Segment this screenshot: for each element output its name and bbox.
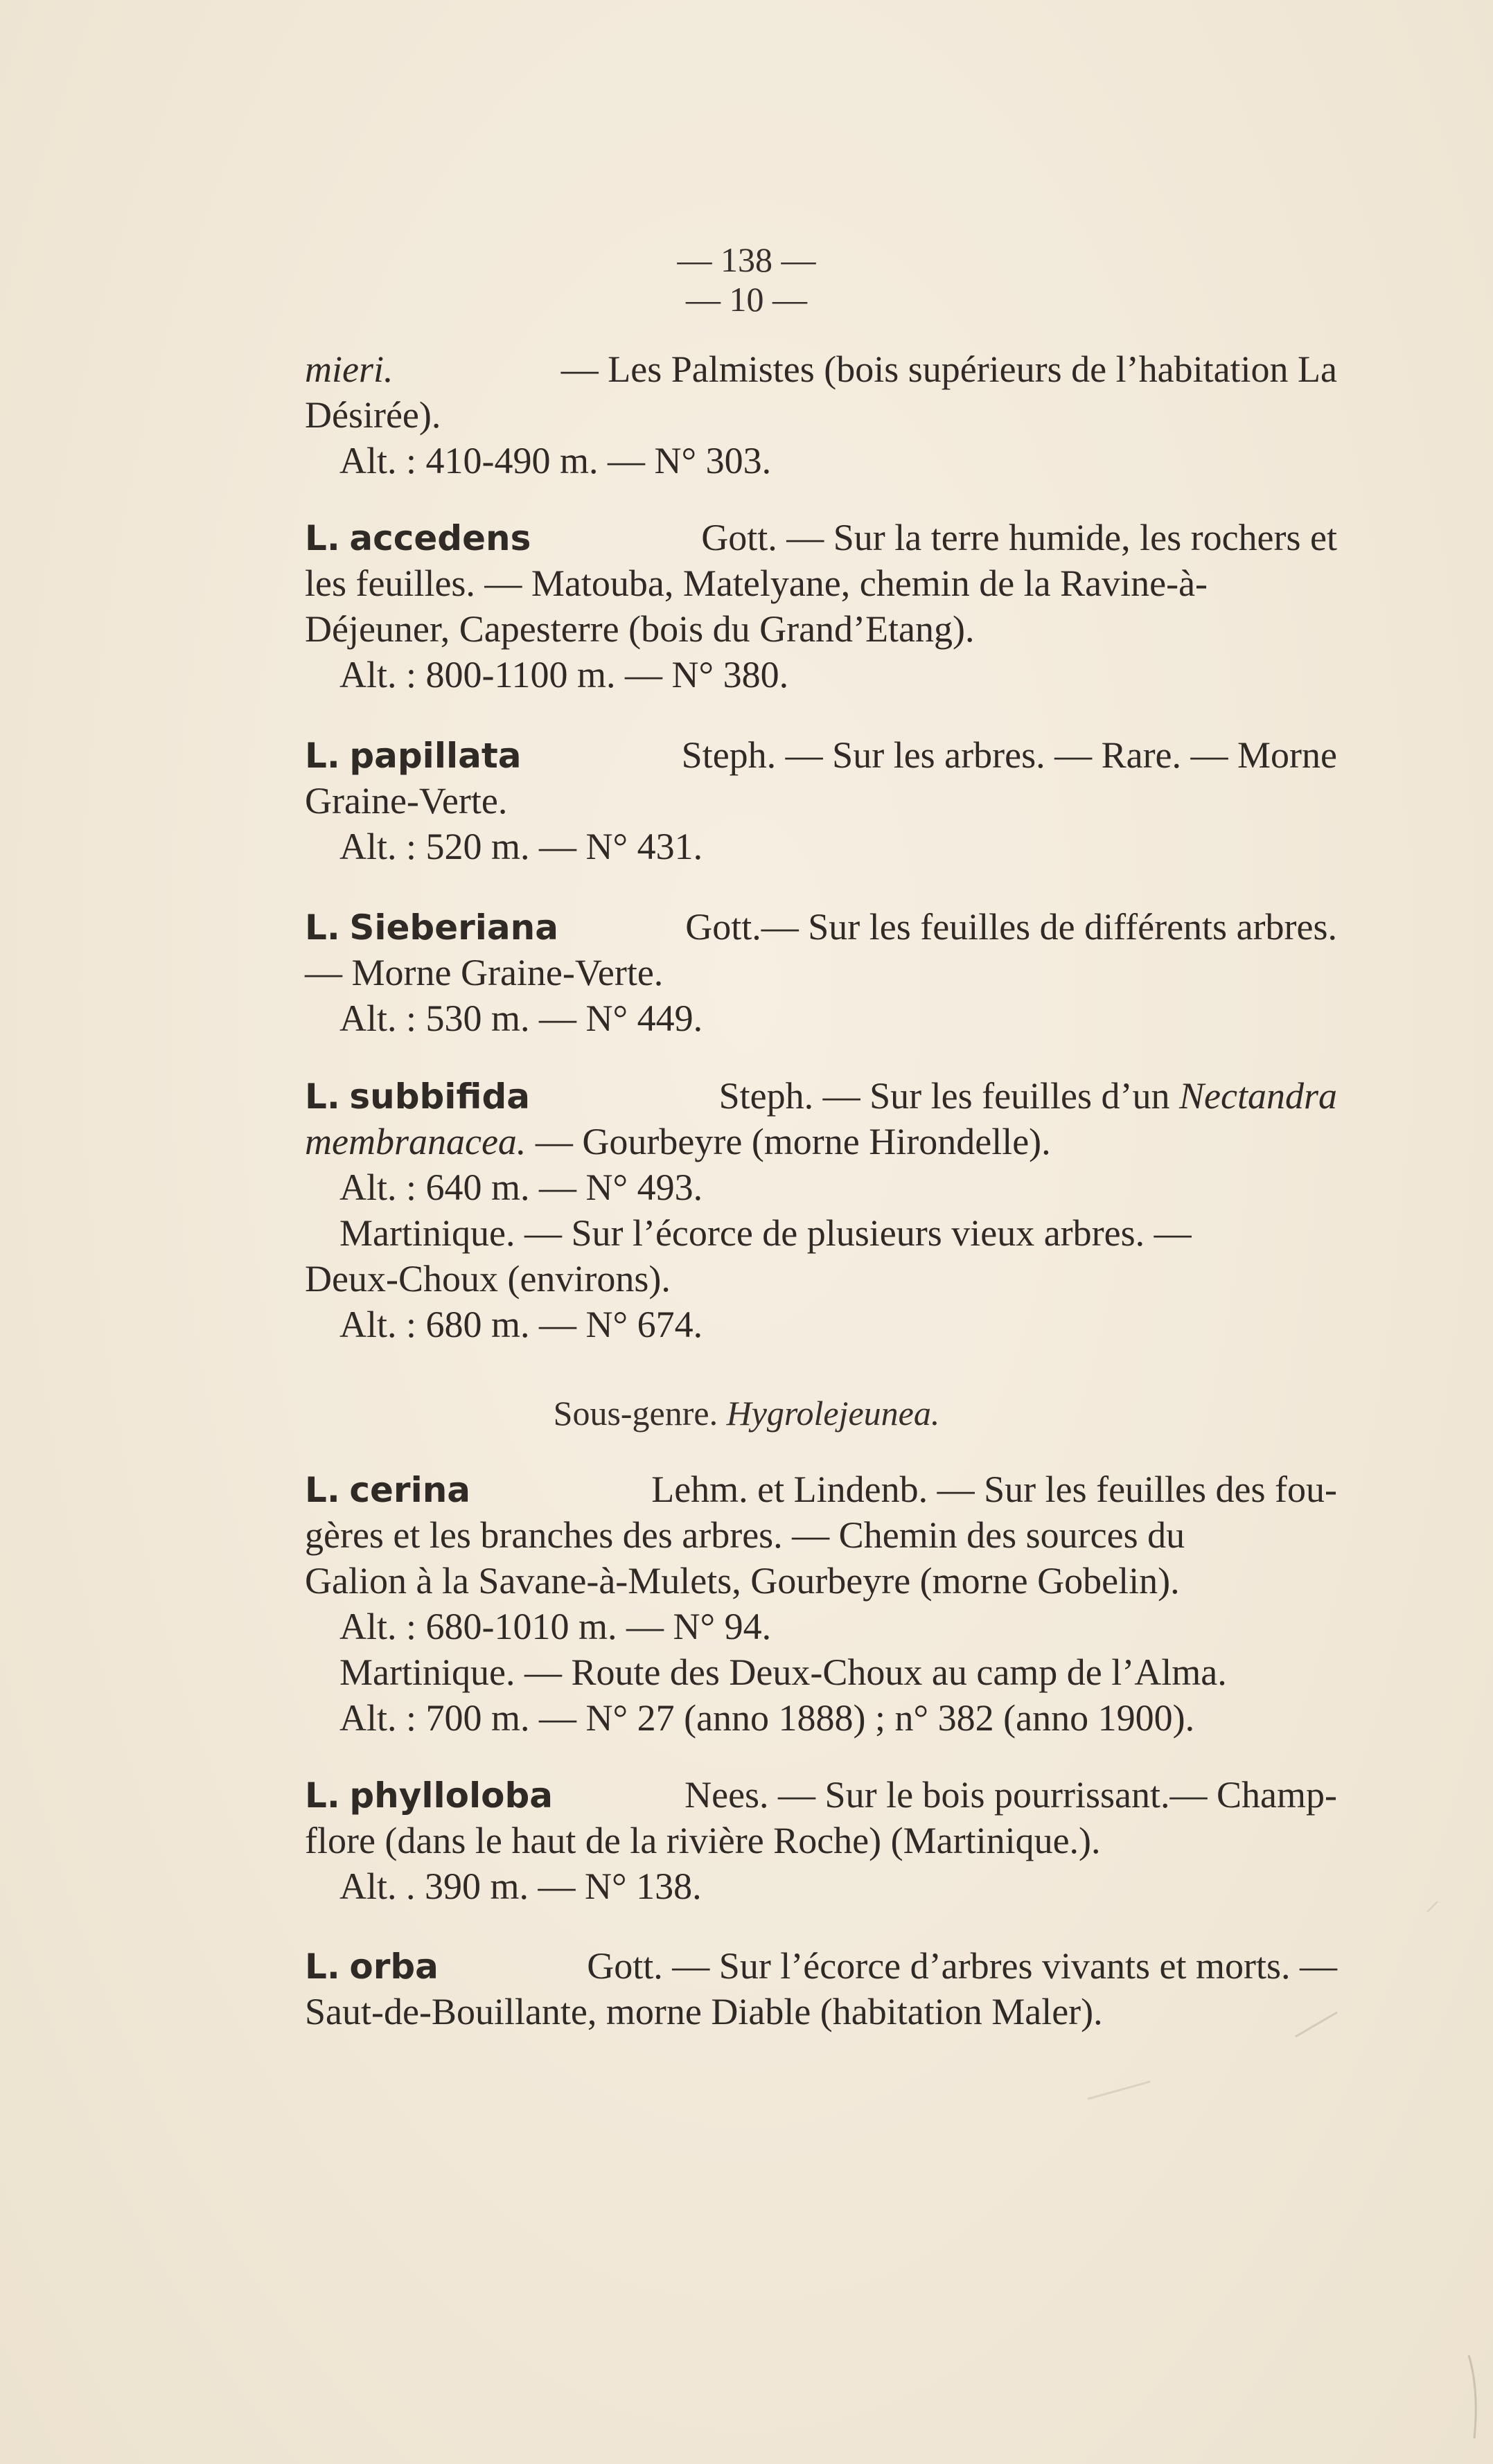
- entry-altitude: Alt. : 680 m. — N° 674.: [339, 1304, 703, 1345]
- genus-abbrev: L.: [305, 736, 340, 776]
- entry-altitude: Alt. : 700 m. — N° 27 (anno 1888) ; n° 382 (anno 1900).: [339, 1697, 1195, 1739]
- species-name: Sieberiana: [349, 907, 558, 948]
- genus-abbrev: L.: [305, 1775, 340, 1816]
- entry-text-line: Martinique. — Sur l’écorce de plusieurs vieux arbres. —: [339, 1212, 1192, 1254]
- entry-text-line: Déjeuner, Capesterre (bois du Grand’Etang).: [305, 608, 975, 650]
- entry-phylloloba: [305, 1772, 1337, 1909]
- entry-text-line: Graine-Verte.: [305, 780, 508, 822]
- entry-cerina: [305, 1466, 1337, 1741]
- entry-text-line: gères et les branches des arbres. — Chemin des sources du: [305, 1514, 1185, 1556]
- entry-text-line: Gott. — Sur la terre humide, les rochers et: [701, 517, 1337, 558]
- genus-abbrev: L.: [305, 1470, 340, 1510]
- entry-text-line: Lehm. et Lindenb. — Sur les feuilles des fou-: [651, 1469, 1337, 1510]
- species-name: orba: [349, 1947, 439, 1987]
- species-name: accedens: [349, 518, 531, 558]
- section-number: — 10 —: [686, 280, 807, 319]
- host-species: membranacea.: [305, 1121, 527, 1162]
- intro-paragraph: [305, 346, 1337, 484]
- intro-altitude: Alt. : 410-490 m. — N° 303.: [339, 440, 772, 481]
- species-name: phylloloba: [349, 1775, 553, 1816]
- entry-text-line: Deux-Choux (environs).: [305, 1258, 671, 1300]
- page-number: — 138 —: [677, 240, 816, 279]
- entry-orba: [305, 1943, 1337, 2035]
- genus-abbrev: L.: [305, 518, 340, 558]
- intro-species-fragment: mieri.: [305, 348, 394, 390]
- species-name: subbifida: [349, 1076, 531, 1117]
- intro-text-line: — Les Palmistes (bois supérieurs de l’habitation La: [560, 348, 1337, 390]
- genus-abbrev: L.: [305, 1076, 340, 1117]
- entry-text-line: Martinique. — Route des Deux-Choux au camp de l’Alma.: [339, 1651, 1227, 1693]
- entry-text-line: Galion à la Savane-à-Mulets, Gourbeyre (morne Gobelin).: [305, 1560, 1180, 1602]
- genus-abbrev: L.: [305, 907, 340, 948]
- entry-text-line: — Gourbeyre (morne Hirondelle).: [535, 1121, 1051, 1162]
- entry-accedens: [305, 515, 1337, 698]
- subgenus-name: Hygrolejeunea.: [726, 1394, 940, 1433]
- entry-text-line: Gott.— Sur les feuilles de différents arbres.: [685, 906, 1337, 948]
- entry-papillata: [305, 732, 1337, 869]
- entry-text-line: Steph. — Sur les arbres. — Rare. — Morne: [681, 734, 1337, 776]
- entry-text-line: — Morne Graine-Verte.: [305, 952, 664, 993]
- entry-text-line: les feuilles. — Matouba, Matelyane, chemin de la Ravine-à-: [305, 562, 1208, 604]
- species-name: cerina: [349, 1470, 471, 1510]
- entry-altitude: Alt. : 680-1010 m. — N° 94.: [339, 1606, 772, 1647]
- species-name: papillata: [349, 736, 522, 776]
- intro-text-line: Désirée).: [305, 394, 441, 436]
- entry-altitude: Alt. . 390 m. — N° 138.: [339, 1865, 702, 1907]
- entry-subbifida: [305, 1073, 1337, 1347]
- subgenus-heading: [0, 1392, 1493, 1434]
- genus-abbrev: L.: [305, 1947, 340, 1987]
- entry-sieberiana: [305, 904, 1337, 1041]
- entry-altitude: Alt. : 530 m. — N° 449.: [339, 998, 703, 1039]
- entry-altitude: Alt. : 800-1100 m. — N° 380.: [339, 654, 789, 695]
- entry-altitude: Alt. : 640 m. — N° 493.: [339, 1167, 703, 1208]
- entry-text-line: Nees. — Sur le bois pourrissant.— Champ-: [684, 1774, 1337, 1816]
- entry-text-line: Steph. — Sur les feuilles d’un: [718, 1075, 1170, 1117]
- subgenus-prefix: Sous-genre.: [553, 1394, 718, 1433]
- entry-text-line: flore (dans le haut de la rivière Roche) (Martinique.).: [305, 1820, 1101, 1861]
- host-genus: Nectandra: [1179, 1075, 1337, 1117]
- entry-altitude: Alt. : 520 m. — N° 431.: [339, 826, 703, 867]
- entry-text-line: Gott. — Sur l’écorce d’arbres vivants et morts. —: [587, 1945, 1337, 1987]
- entry-text-line: Saut-de-Bouillante, morne Diable (habitation Maler).: [305, 1991, 1103, 2032]
